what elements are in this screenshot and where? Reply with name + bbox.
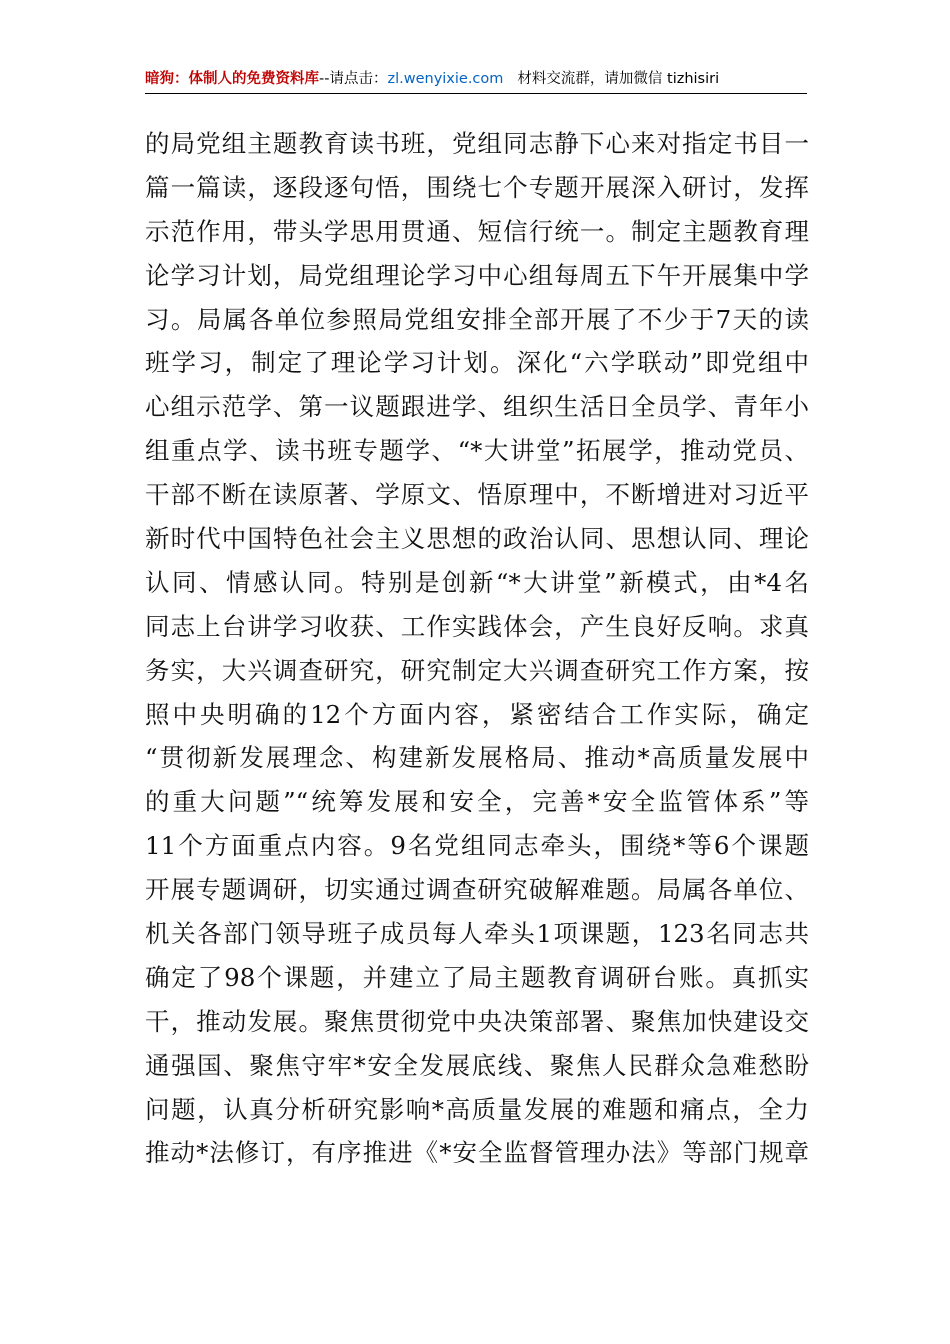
text-line: 通强国、聚焦守牢*安全发展底线、聚焦人民群众急难愁盼 [145,1050,809,1080]
header-contact: 材料交流群，请加微信 tizhisiri [517,71,720,87]
header-divider [145,93,807,94]
header-brand: 暗狗：体制人的免费资料库 [145,71,319,87]
text-line: 篇一篇读，逐段逐句悟，围绕七个专题开展深入研讨，发挥 [145,172,809,202]
text-line: 心组示范学、第一议题跟进学、组织生活日全员学、青年小 [145,392,809,422]
text-line: 新时代中国特色社会主义思想的政治认同、思想认同、理论 [145,524,809,554]
text-line: 的局党组主题教育读书班，党组同志静下心来对指定书目一 [145,129,809,158]
text-line: “贯彻新发展理念、构建新发展格局、推动*高质量发展中 [145,743,809,773]
text-line: 组重点学、读书班专题学、“*大讲堂”拓展学，推动党员、 [145,436,809,466]
header-prompt: --请点击： [319,71,388,87]
text-line: 问题，认真分析研究影响*高质量发展的难题和痛点，全力 [145,1094,809,1124]
text-line: 同志上台讲学习收获、工作实践体会，产生良好反响。求真 [145,611,809,641]
text-line: 开展专题调研，切实通过调查研究破解难题。局属各单位、 [145,875,809,905]
text-line: 论学习计划，局党组理论学习中心组每周五下午开展集中学 [145,260,809,290]
text-line: 机关各部门领导班子成员每人牵头1项课题，123名同志共 [145,919,809,949]
text-line: 习。局属各单位参照局党组安排全部开展了不少于7天的读 [145,304,809,334]
text-line: 11个方面重点内容。9名党组同志牵头，围绕*等6个课题 [145,831,809,861]
text-line: 确定了98个课题，并建立了局主题教育调研台账。真抓实 [145,962,809,992]
text-line: 照中央明确的12个方面内容，紧密结合工作实际，确定 [145,699,809,729]
text-line: 示范作用，带头学思用贯通、短信行统一。制定主题教育理 [145,216,809,246]
text-line: 推动*法修订，有序推进《*安全监督管理办法》等部门规章 [145,1138,809,1168]
text-line: 的重大问题”“统筹发展和安全，完善*安全监管体系”等 [145,787,809,817]
text-line: 认同、情感认同。特别是创新“*大讲堂”新模式，由*4名 [145,567,809,597]
text-line: 班学习，制定了理论学习计划。深化“六学联动”即党组中 [145,348,809,378]
text-line: 干部不断在读原著、学原文、悟原理中，不断增进对习近平 [145,480,809,510]
page-header [145,66,807,92]
body-text [145,122,809,1175]
text-line: 干，推动发展。聚焦贯彻党中央决策部署、聚焦加快建设交 [145,1006,809,1036]
header-link[interactable]: zl.wenyixie.com [387,71,504,87]
text-line: 务实，大兴调查研究，研究制定大兴调查研究工作方案，按 [145,655,809,685]
